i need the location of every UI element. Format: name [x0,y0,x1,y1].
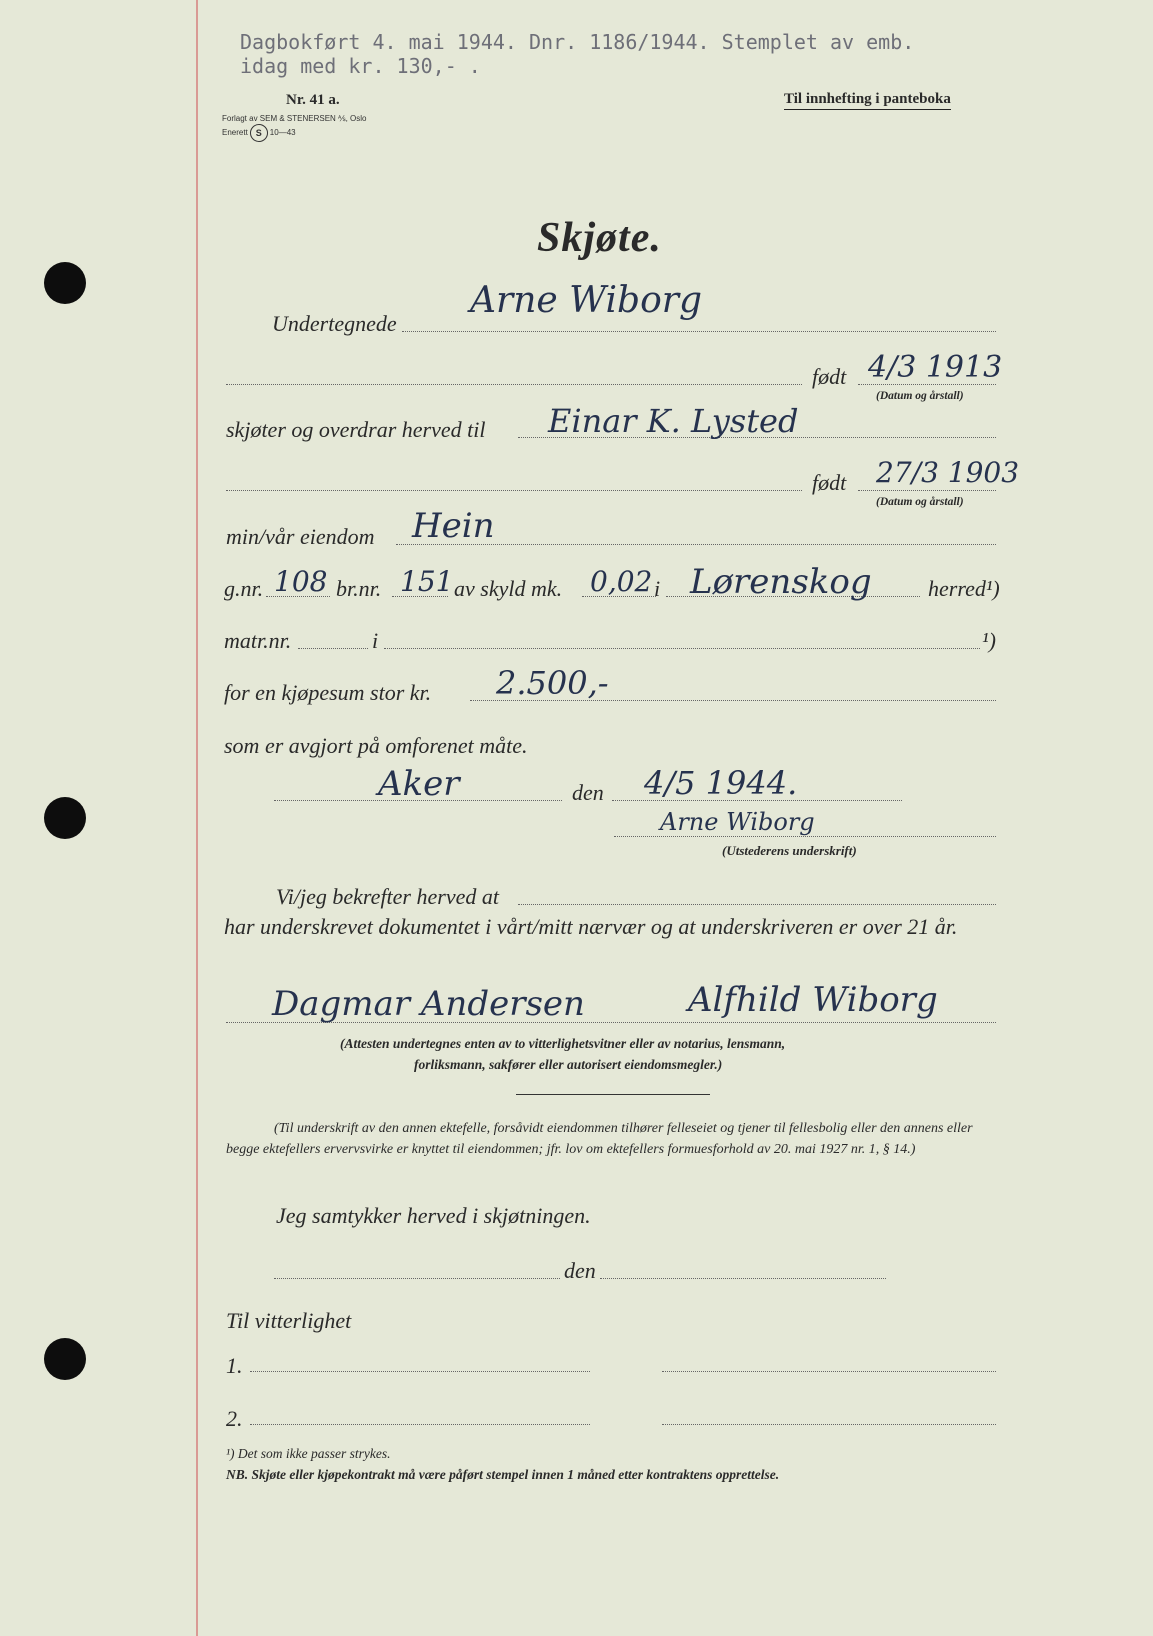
publisher-line-1: Forlagt av SEM & STENERSEN ⅍, Oslo [222,114,367,123]
kjopesum-value: 2.500,- [496,664,609,702]
attest-line-1: Vi/jeg bekrefter herved at [276,884,499,909]
omforenet-text: som er avgjort på omforenet måte. [224,733,528,758]
seller-fodt-label: født [812,364,847,389]
typed-line-1: Dagbokført 4. mai 1944. Dnr. 1186/1944. Stemplet av emb. [240,30,915,54]
gnr-value: 108 [274,565,328,598]
place-value: Aker [378,764,460,804]
buyer-born-line [858,490,996,491]
seller-born-date: 4/3 1913 [868,350,1003,385]
matr-label: matr.nr. [224,628,292,653]
witness-number-2: 2. [226,1406,243,1431]
form-number: Nr. 41 a. [286,92,340,108]
punch-hole [44,1338,86,1380]
matr-footnote-mark: ¹) [982,628,996,653]
buyer-blank-line [226,490,802,491]
issuer-caption: (Utstederens underskrift) [722,843,857,858]
herred-label: herred¹) [928,576,1000,601]
consent-place-line [274,1278,560,1279]
publisher-imprint [222,113,366,142]
skyld-label: av skyld mk. [454,576,563,601]
seller-name: Arne Wiborg [470,280,702,321]
buyer-born-date: 27/3 1903 [876,456,1020,489]
witness-1-signature: Dagmar Andersen [272,984,585,1024]
witness-2-signature: Alfhild Wiborg [688,980,938,1020]
footnote-1: ¹) Det som ikke passer strykes. [226,1446,391,1461]
attest-line-2: har underskrevet dokumentet i vårt/mitt nærvær og at underskriveren er over 21 år. [224,914,958,939]
gnr-label: g.nr. [224,576,264,601]
matr-line [298,648,368,649]
undertegnede-line [402,331,996,332]
publisher-copyright: Enerett [222,128,248,138]
herred-i-label: i [654,576,661,601]
punch-hole [44,797,86,839]
purpose-heading: Til innhefting i panteboka [784,91,951,110]
punch-hole [44,262,86,304]
buyer-name: Einar K. Lysted [548,402,799,440]
typed-line-2: idag med kr. 130,- . [240,54,481,78]
brnr-label: br.nr. [336,576,382,601]
deed-date: 4/5 1944. [644,764,798,802]
matr-i-label: i [372,628,379,653]
witness-2-right-line [662,1424,996,1425]
margin-rule [196,0,198,1636]
consent-den-label: den [564,1258,596,1283]
witness-heading: Til vitterlighet [226,1308,352,1333]
skjoter-label: skjøter og overdrar herved til [226,417,486,442]
buyer-datum-caption: (Datum og årstall) [876,496,964,508]
consent-date-line [600,1278,886,1279]
herred-value: Lørenskog [690,562,872,602]
brnr-value: 151 [400,565,454,598]
issuer-signature-line [614,836,996,837]
attest-caption-2: forliksmann, sakfører eller autorisert eiendomsmegler.) [414,1057,723,1072]
undertegnede-label: Undertegnede [272,311,397,336]
den-label: den [572,780,604,805]
witness-1-left-line [250,1371,590,1372]
kjopesum-label: for en kjøpesum stor kr. [224,680,432,705]
spouse-note: (Til underskrift av den annen ektefelle, forsåvidt eiendommen tilhører felleseiet og tjener til fellesbolig eller den annens eller begge ektefellers ervervsvirke er knyttet til eiendommen; jfr. lov om ektefellers formuesforhold av 20. mai 1927 nr. 1, § 14.) [226,1121,973,1157]
typed-registration-note [240,30,914,78]
publisher-edition: 10—43 [269,128,296,138]
publisher-logo-icon: S [250,124,268,142]
consent-text: Jeg samtykker herved i skjøtningen. [276,1203,591,1228]
attest-name-line [518,904,996,905]
skyld-value: 0,02 [590,565,653,598]
attest-caption-1: (Attesten undertegnes enten av to vitterlighetsvitner eller av notarius, lensmann, [340,1036,786,1051]
document-title: Skjøte. [537,215,662,261]
footnote-nb: NB. Skjøte eller kjøpekontrakt må være påført stempel innen 1 måned etter kontraktens opprettelse. [226,1467,780,1482]
witness-1-right-line [662,1371,996,1372]
seller-datum-caption: (Datum og årstall) [876,390,964,402]
eiendom-label: min/vår eiendom [226,524,375,549]
witness-2-left-line [250,1424,590,1425]
seller-blank-line [226,384,802,385]
matr-i-line [384,648,980,649]
buyer-fodt-label: født [812,470,847,495]
section-divider [516,1094,710,1095]
issuer-signature: Arne Wiborg [660,808,815,836]
witness-number-1: 1. [226,1353,243,1378]
property-name: Hein [412,506,495,546]
